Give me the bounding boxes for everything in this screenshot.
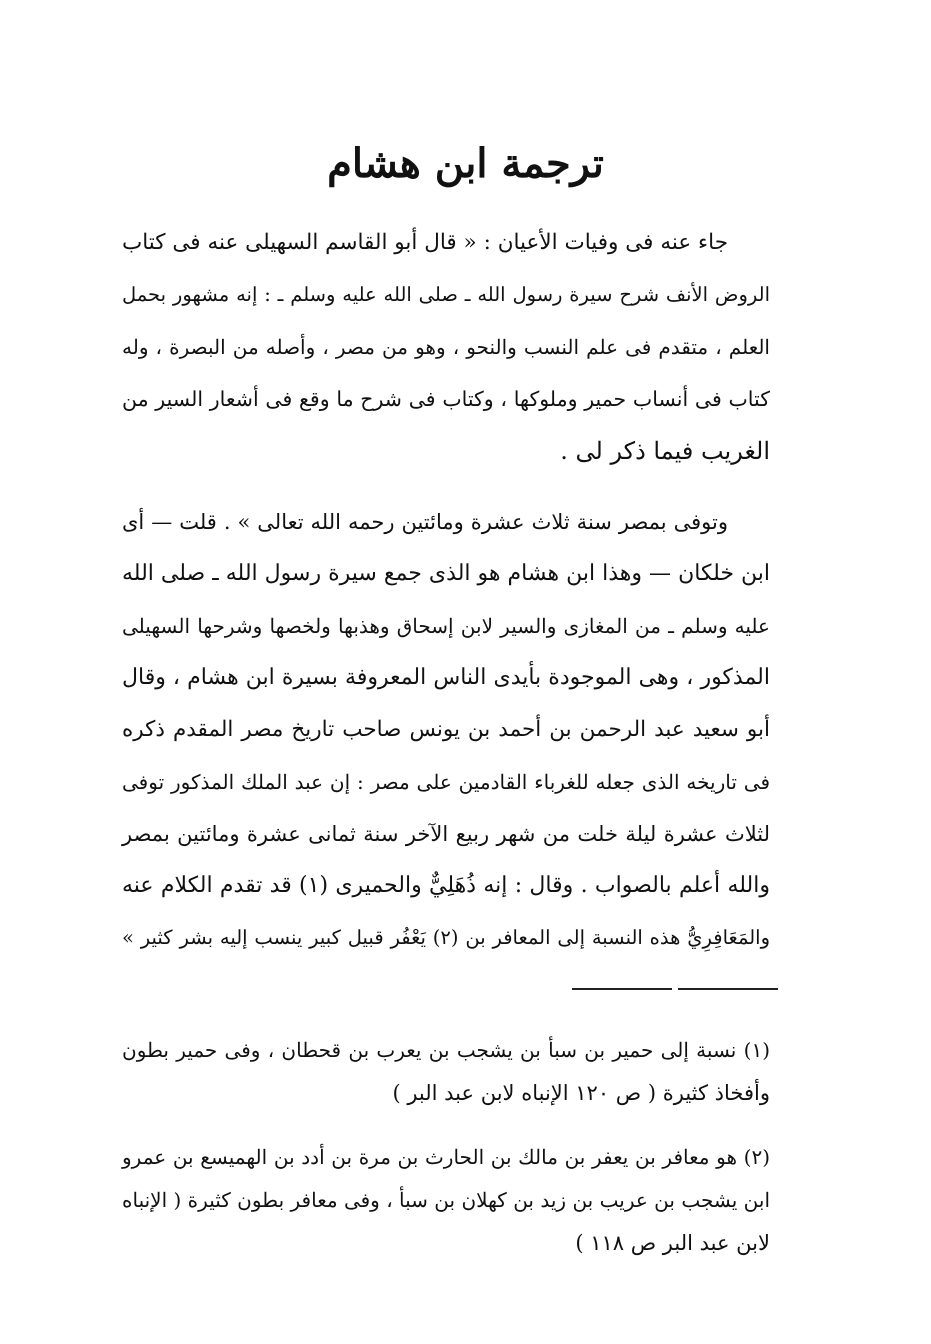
paragraph-2-line: ابن خلكان — وهذا ابن هشام هو الذى جمع سيرة رسول الله ـ صلى الله	[122, 561, 770, 586]
paragraph-2-line: فى تاريخه الذى جعله للغرباء القادمين على مصر : إن عبد الملك المذكور توفى	[122, 770, 770, 794]
paragraph-1-line: جاء عنه فى وفيات الأعيان : « قال أبو القاسم السهيلى عنه فى كتاب	[122, 230, 728, 255]
footnote-separator	[572, 988, 672, 990]
footnote-1-line: (١) نسبة إلى حمير بن سبأ بن يشجب بن يعرب بن قحطان ، وفى حمير بطون	[122, 1038, 770, 1062]
footnote-2-line: ابن يشجب بن عريب بن زيد بن كهلان بن سبأ ، وفى معافر بطون كثيرة ( الإنباه	[122, 1188, 770, 1212]
paragraph-1-line: الغريب فيما ذكر لى .	[560, 437, 770, 465]
paragraph-2-line: والمَعَافِرِيُّ هذه النسبة إلى المعافر بن (٢) يَعْفُر قبيل كبير ينسب إليه بشر كثير »	[122, 926, 770, 949]
paragraph-2-line: لثلاث عشرة ليلة خلت من شهر ربيع الآخر سنة ثمانى عشرة ومائتين بمصر	[122, 822, 770, 846]
footnote-1-line: وأفخاذ كثيرة ( ص ١٢٠ الإنباه لابن عبد البر )	[392, 1081, 770, 1105]
paragraph-1-line: العلم ، متقدم فى علم النسب والنحو ، وهو من مصر ، وأصله من البصرة ، وله	[122, 335, 770, 359]
paragraph-2-line: أبو سعيد عبد الرحمن بن أحمد بن يونس صاحب تاريخ مصر المقدم ذكره	[122, 717, 770, 742]
paragraph-2-line: وتوفى بمصر سنة ثلاث عشرة ومائتين رحمه الله تعالى » . قلت — أى	[122, 510, 728, 534]
paragraph-2-line: عليه وسلم ـ من المغازى والسير لابن إسحاق وهذبها ولخصها وشرحها السهيلى	[122, 614, 770, 638]
page-title: ترجمة ابن هشام	[327, 140, 604, 187]
footnote-separator	[678, 988, 778, 990]
footnote-2-line: (٢) هو معافر بن يعفر بن مالك بن الحارث بن مرة بن أدد بن الهميسع بن عمرو	[122, 1145, 770, 1169]
paragraph-2-line: والله أعلم بالصواب . وقال : إنه ذُهَلِيٌّ والحميرى (١) قد تقدم الكلام عنه	[122, 873, 770, 898]
paragraph-1-line: الروض الأنف شرح سيرة رسول الله ـ صلى الله عليه وسلم ـ : إنه مشهور بحمل	[122, 283, 770, 306]
paragraph-1-line: كتاب فى أنساب حمير وملوكها ، وكتاب فى شرح ما وقع فى أشعار السير من	[122, 387, 770, 411]
paragraph-2-line: المذكور ، وهى الموجودة بأيدى الناس المعروفة بسيرة ابن هشام ، وقال	[122, 665, 770, 690]
footnote-2-line: لابن عبد البر ص ١١٨ )	[575, 1231, 770, 1255]
